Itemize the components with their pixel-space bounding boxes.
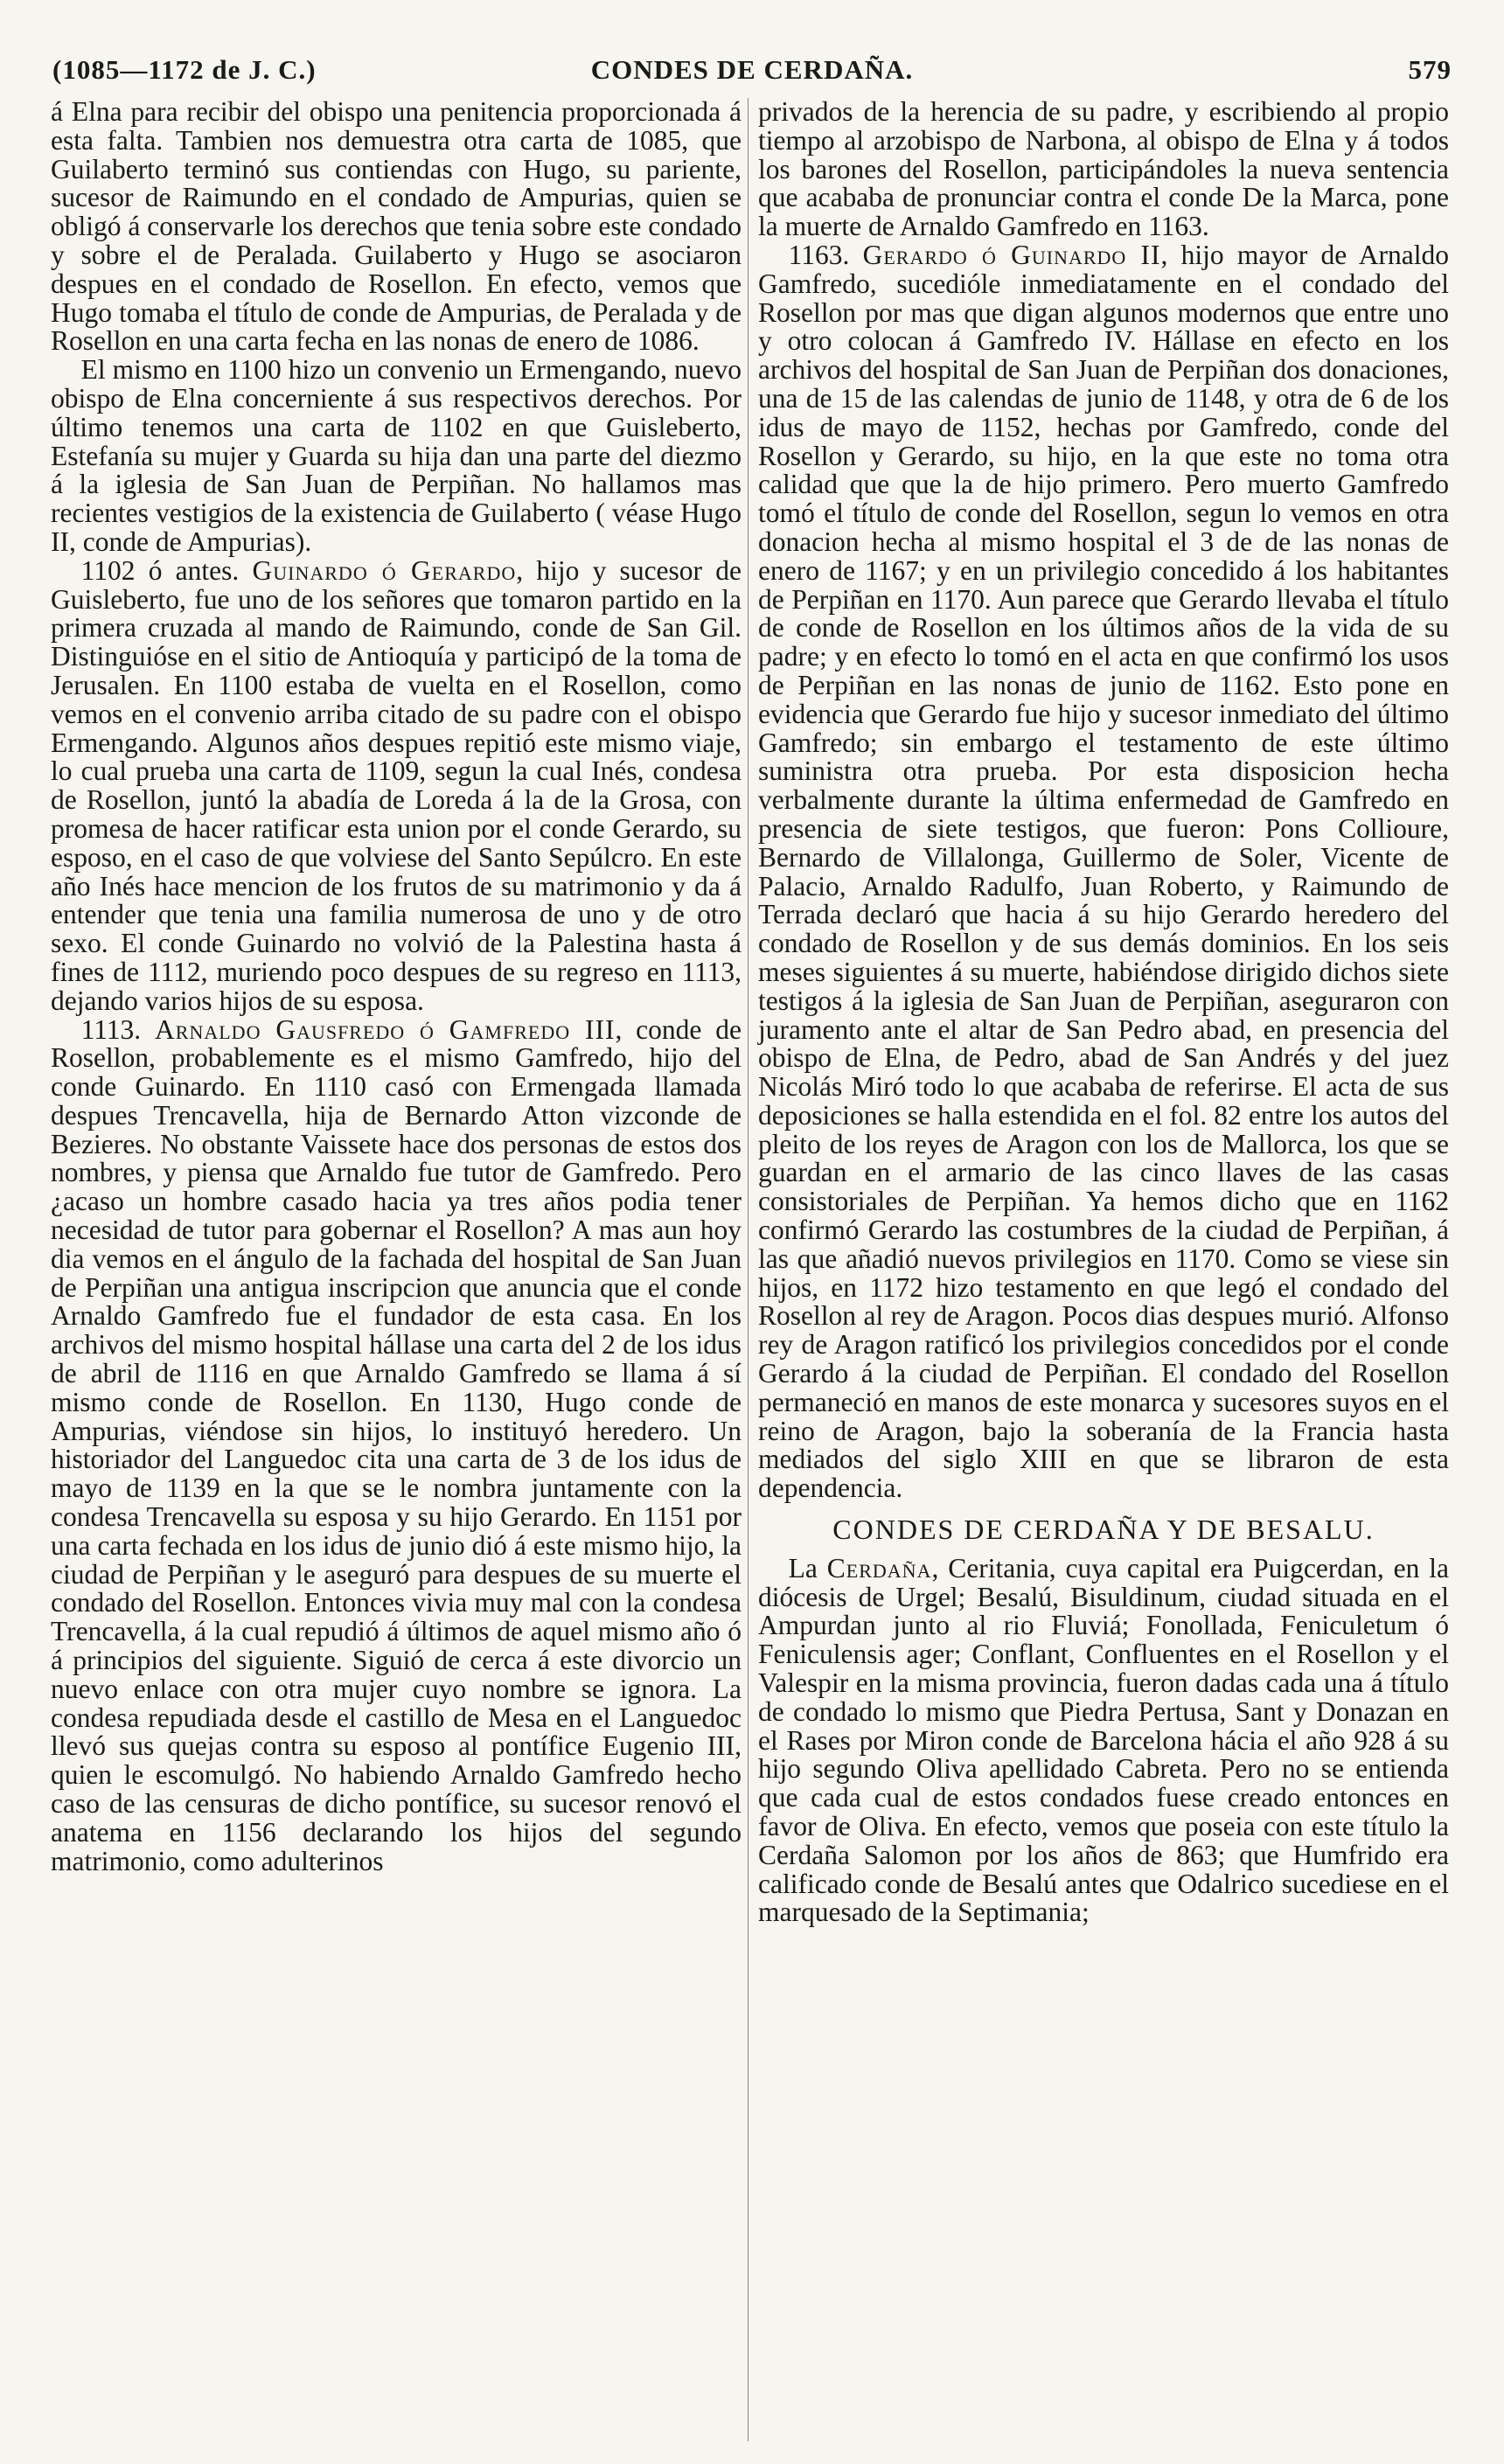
- page-number: 579: [1408, 54, 1452, 85]
- right-column: [758, 98, 1449, 1927]
- entry-text: , conde de Rosellon, probablemente es el mismo Gamfredo, hijo del conde Guinardo. En 1110 casó con Ermengada llamada despues Trencavella, hija de Bernardo Atton vizconde de Bezieres. No obstante Vaissete hace dos personas de estos dos nombres, y piensa que Arnaldo fue tutor de Gamfredo. Pero ¿acaso un hombre casado hacia ya tres años podia tener necesidad de tutor para gobernar el Rosellon? A mas aun hoy dia vemos en el ángulo de la fachada del hospital de San Juan de Perpiñan una antigua inscripcion que anuncia que el conde Arnaldo Gamfredo fue el fundador de esta casa. En los archivos del mismo hospital hállase una carta del 2 de los idus de abril de 1116 en que Arnaldo Gamfredo se llama á sí mismo conde de Rosellon. En 1130, Hugo conde de Ampurias, viéndose sin hijos, lo instituyó heredero. Un historiador del Languedoc cita una carta de 3 de los idus de mayo de 1139 en la que se le nombra juntamente con la condesa Trencavella su esposa y su hijo Gerardo. En 1151 por una carta fechada en los idus de junio dió á este mismo hijo, la ciudad de Perpiñan y le aseguró para despues de su muerte el condado del Rosellon. Entonces vivia muy mal con la condesa Trencavella, á la cual repudió á últimos de aquel mismo año ó á principios del siguiente. Siguió de cerca á este divorcio un nuevo enlace con otra mujer cuyo nombre se ignora. La condesa repudiada desde el castillo de Mesa en el Languedoc llevó sus quejas contra su esposo al pontífice Eugenio III, quien le escomulgó. No habiendo Arnaldo Gamfredo hecho caso de las censuras de dicho pontífice, su sucesor renovó el anatema en 1156 declarando los hijos del segundo matrimonio, como adulterinos: [51, 1013, 742, 1876]
- entry-lead: 1102 ó antes.: [80, 554, 253, 586]
- entry-text: , hijo y sucesor de Guisleberto, fue uno de los señores que tomaron partido en la primera cruzada al mando de Raimundo, conde de San Gil. Distinguióse en el sitio de Antioquía y participó de la toma de Jerusalen. En 1100 estaba de vuelta en el Rosellon, como vemos en el convenio arriba citado de su padre con el obispo Ermengando. Algunos años despues repitió este mismo viaje, lo cual prueba una carta de 1109, segun la cual Inés, condesa de Rosellon, juntó la abadía de Loreda á la de la Grosa, con promesa de hacer ratificar esta union por el conde Gerardo, su esposo, en el caso de que volviese del Santo Sepúlcro. En este año Inés hace mencion de los frutos de su matrimonio y da á entender que tenia una familia numerosa de uno y de otro sexo. El conde Guinardo no volvió de la Palestina hasta á fines de 1112, muriendo poco despues de su regreso en 1113, dejando varios hijos de su esposa.: [51, 554, 742, 1016]
- paragraph: El mismo en 1100 hizo un convenio un Ermengando, nuevo obispo de Elna concerniente á sus respectivos derechos. Por último tenemos una carta de 1102 en que Guisleberto, Estefanía su mujer y Guarda su hija dan una parte del diezmo á la iglesia de San Juan de Perpiñan. No hallamos mas recientes vestigios de la existencia de Guilaberto ( véase Hugo II, conde de Ampurias).: [51, 354, 742, 557]
- entry-lead: La: [788, 1552, 827, 1584]
- entry-name: Gerardo ó Guinardo II: [862, 239, 1161, 270]
- entry-lead: 1113.: [80, 1013, 156, 1045]
- column-divider: [748, 98, 749, 2441]
- entry-paragraph: [758, 241, 1449, 1503]
- left-column: [51, 98, 742, 1876]
- section-title: CONDES DE CERDAÑA Y DE BESALU.: [832, 1514, 1375, 1546]
- entry-paragraph: [51, 1013, 742, 1876]
- entry-text: , Ceritania, cuya capital era Puigcerdan, en la diócesis de Urgel; Besalú, Bisuldinum, ciudad situada en el Ampurdan junto al rio Fluviá; Fonollada, Feniculetum ó Feniculensis ager; Conflant, Confluentes en el Rosellon y el Valespir en la misma provincia, fueron dadas cada una á título de condado lo mismo que Piedra Pertusa, Sant y Donazan en el Rases por Miron conde de Barcelona hácia el año 928 á su hijo segundo Oliva apellidado Cabreta. Pero no se entienda que cada cual de estos condados fuese creado entonces en favor de Oliva. En efecto, vemos que poseia con este título la Cerdaña Salomon por los años de 863; que Humfrido era calificado conde de Besalú antes que Odalrico sucediese en el marquesado de la Septimania;: [758, 1552, 1449, 1928]
- entry-paragraph: [758, 1552, 1449, 1928]
- header-title: CONDES DE CERDAÑA.: [590, 54, 914, 85]
- entry-name: Cerdaña: [826, 1552, 932, 1584]
- entry-text: , hijo mayor de Arnaldo Gamfredo, sucedióle inmediatamente en el condado del Rosellon por mas que digan algunos modernos que entre uno y otro colocan á Gamfredo IV. Hállase en efecto en los archivos del hospital de San Juan de Perpiñan dos donaciones, una de 15 de las calendas de junio de 1148, y otra de 6 de los idus de mayo de 1152, hechas por Gamfredo, conde del Rosellon y Gerardo, su hijo, en la que este no toma otra calidad que que la de hijo primero. Pero muerto Gamfredo tomó el título de conde del Rosellon, segun lo vemos en otra donacion hecha al mismo hospital el 3 de de las nonas de enero de 1167; y en un privilegio concedido á los habitantes de Perpiñan en 1170. Aun parece que Gerardo llevaba el título de conde de Rosellon en los últimos años de la vida de su padre; y en efecto lo tomó en el acta en que confirmó los usos de Perpiñan en las nonas de junio de 1162. Esto pone en evidencia que Gerardo fue hijo y sucesor inmediato del último Gamfredo; sin embargo el testamento de este último suministra otra prueba. Por esta disposicion hecha verbalmente durante la última enfermedad de Gamfredo en presencia de siete testigos, que fueron: Pons Collioure, Bernardo de Villalonga, Guillermo de Soler, Vicente de Palacio, Arnaldo Radulfo, Juan Roberto, y Raimundo de Terrada declaró que hacia á su hijo Gerardo heredero del condado de Rosellon y de sus demás dominios. En los seis meses siguientes á su muerte, habiéndose dirigido dichos siete testigos á la iglesia de San Juan de Perpiñan, aseguraron con juramento ante el altar de San Pedro abad, en presencia del obispo de Elna, de Pedro, abad de San Andrés y del juez Nicolás Miró todo lo que acababa de referirse. El acta de sus deposiciones se halla estendida en el fol. 82 entre los autos del pleito de los reyes de Aragon con los de Mallorca, los que se guardan en el armario de las cinco llaves de las casas consistoriales de Perpiñan. Ya hemos dicho que en 1162 confirmó Gerardo las costumbres de la ciudad de Perpiñan, á las que añadió nuevos privilegios en 1170. Como se viese sin hijos, en 1172 hizo testamento en que legó el condado del Rosellon al rey de Aragon. Pocos dias despues murió. Alfonso rey de Aragon ratificó los privilegios concedidos por el conde Gerardo á la ciudad de Perpiñan. El condado del Rosellon permaneció en manos de este monarca y sucesores suyos en el reino de Aragon, bajo la soberanía de la Francia hasta mediados del siglo XIII en que se libraron de esta dependencia.: [758, 239, 1449, 1504]
- paragraph: privados de la herencia de su padre, y escribiendo al propio tiempo al arzobispo de Narbona, al obispo de Elna y á todos los barones del Rosellon, participándoles la nueva sentencia que acababa de pronunciar contra el conde De la Marca, pone la muerte de Arnaldo Gamfredo en 1163.: [758, 96, 1449, 242]
- header-date-range: (1085—1172 de J. C.): [52, 54, 317, 85]
- paragraph: á Elna para recibir del obispo una penitencia proporcionada á esta falta. Tambien nos demuestra otra carta de 1085, que Guilaberto terminó sus contiendas con Hugo, su pariente, sucesor de Raimundo en el condado de Ampurias, quien se obligó á conservarle los derechos que tenia sobre este condado y sobre el de Peralada. Guilaberto y Hugo se asociaron despues en el condado de Rosellon. En efecto, vemos que Hugo tomaba el título de conde de Ampurias, de Peralada y de Rosellon en una carta fecha en las nonas de enero de 1086.: [51, 96, 742, 357]
- entry-name: Arnaldo Gausfredo ó Gamfredo III: [155, 1013, 616, 1045]
- page-header: [52, 49, 1452, 93]
- entry-lead: 1163.: [788, 239, 863, 270]
- entry-paragraph: [51, 554, 742, 1016]
- entry-name: Guinardo ó Gerardo: [252, 554, 517, 586]
